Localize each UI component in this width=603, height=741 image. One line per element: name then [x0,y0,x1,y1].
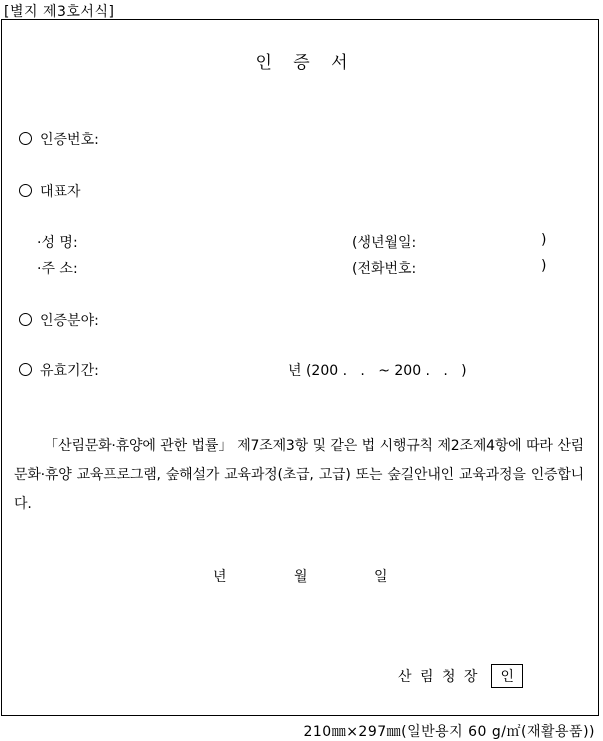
form-label: [별지 제3호서식] [4,4,115,20]
representative-label: 대표자 [40,184,81,200]
cert-field-row [19,310,99,330]
circle-bullet-icon [19,363,32,376]
address-label: ·주 소: [37,261,78,277]
cert-field-label: 인증분야: [40,313,99,329]
seal-box: 인 [491,664,523,688]
date-day-label: 일 [374,569,388,585]
certification-statement: 「산림문화·휴양에 관한 법률」 제7조제3항 및 같은 법 시행규칙 제2조제4항에 따라 산림문화·휴양 교육프로그램, 숲해설가 교육과정(초급, 고급) 또는 숲길안내인 교육과정을 인증합니다. [14,438,584,512]
validity-label: 유효기간: [40,363,99,379]
validity-row [19,360,99,380]
birthdate-label: (생년월일: [352,235,417,251]
representative-row [19,181,81,201]
issuer-block [398,664,523,688]
date-year-label: 년 [213,569,227,585]
birthdate-close: ) [541,232,547,248]
cert-number-row [19,129,99,149]
circle-bullet-icon [19,132,32,145]
paper-size-footer: 210㎜×297㎜(일반용지 60 g/㎡(재활용품)) [303,724,595,740]
certificate-title: 인 증 서 [255,53,356,73]
validity-range: 년 (200 . . ~ 200 . . ) [288,363,467,379]
phone-label: (전화번호: [352,261,417,277]
circle-bullet-icon [19,184,32,197]
cert-number-label: 인증번호: [40,132,99,148]
issuer-title: 산 림 청 장 [398,669,480,685]
circle-bullet-icon [19,313,32,326]
name-label: ·성 명: [37,235,78,251]
phone-close: ) [541,258,547,274]
date-month-label: 월 [294,569,308,585]
